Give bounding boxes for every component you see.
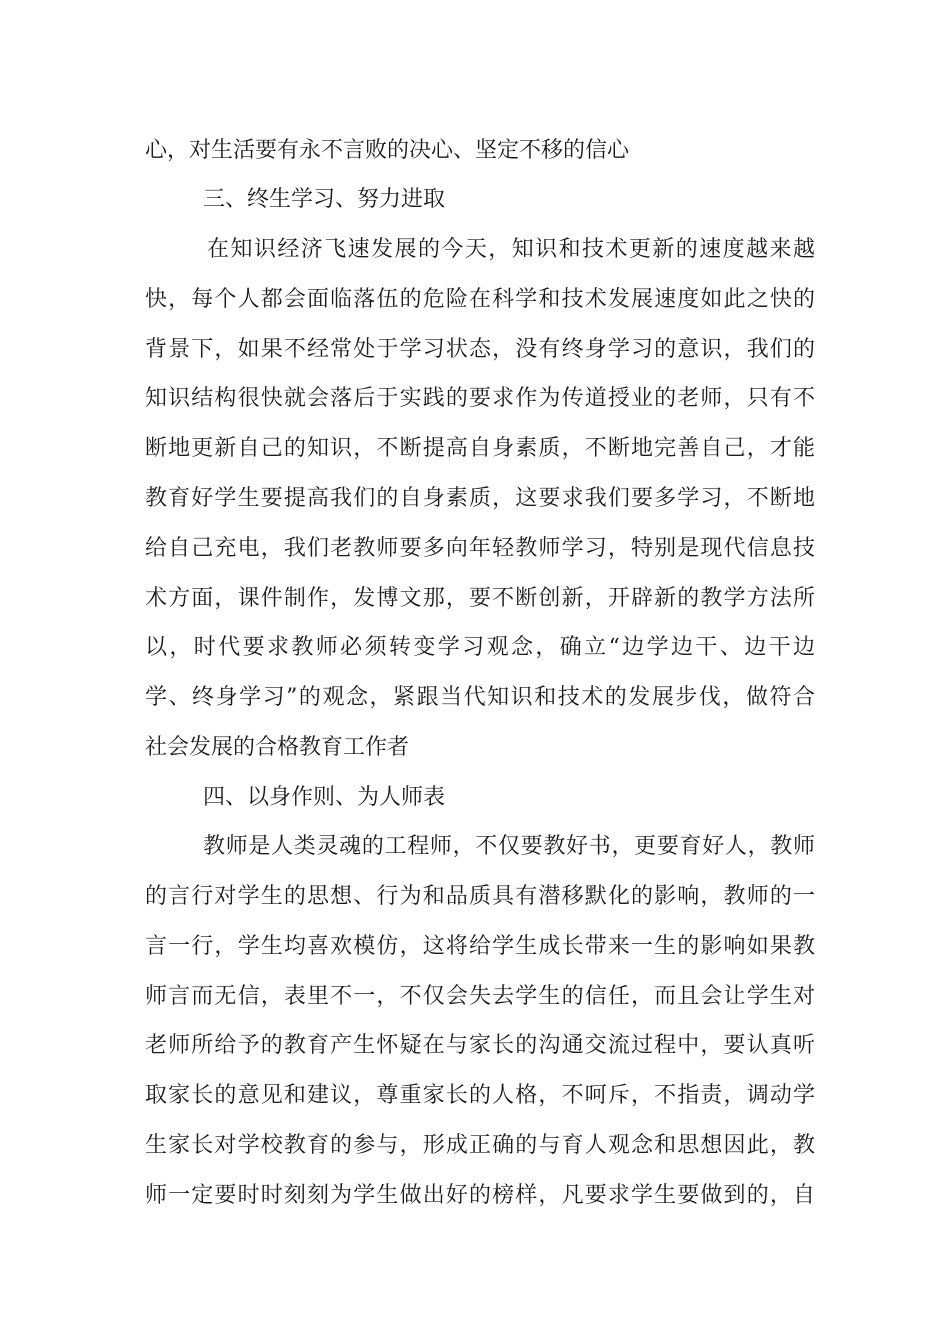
text-line: 学、终身学习”的观念，紧跟当代知识和技术的发展步伐，做符合 bbox=[145, 685, 815, 710]
text-line: 的言行对学生的思想、行为和品质具有潜移默化的影响，教师的一 bbox=[145, 884, 815, 909]
text-line: 以，时代要求教师必须转变学习观念，确立“边学边干、边干边 bbox=[145, 635, 815, 660]
text-line: 生家长对学校教育的参与，形成正确的与育人观念和思想因此，教 bbox=[145, 1133, 815, 1158]
section-heading-4: 四、以身作则、为人师表 bbox=[203, 785, 446, 810]
text-line: 老师所给予的教育产生怀疑在与家长的沟通交流过程中，要认真听 bbox=[145, 1033, 815, 1058]
text-line: 知识结构很快就会落后于实践的要求作为传道授业的老师，只有不 bbox=[145, 386, 815, 411]
text-line: 言一行，学生均喜欢模仿，这将给学生成长带来一生的影响如果教 bbox=[145, 934, 815, 959]
text-line: 在知识经济飞速发展的今天，知识和技术更新的速度越来越 bbox=[207, 237, 815, 262]
text-line: 心，对生活要有永不言败的决心、坚定不移的信心 bbox=[145, 138, 630, 163]
text-line: 背景下，如果不经常处于学习状态，没有终身学习的意识，我们的 bbox=[145, 337, 815, 362]
text-line: 给自己充电，我们老教师要多向年轻教师学习，特别是现代信息技 bbox=[145, 536, 815, 561]
text-line: 师言而无信，表里不一，不仅会失去学生的信任，而且会让学生对 bbox=[145, 984, 815, 1009]
text-line: 社会发展的合格教育工作者 bbox=[145, 735, 410, 760]
text-line: 快，每个人都会面临落伍的危险在科学和技术发展速度如此之快的 bbox=[145, 287, 815, 312]
text-line: 术方面，课件制作，发博文那，要不断创新，开辟新的教学方法所 bbox=[145, 586, 815, 611]
text-line: 教师是人类灵魂的工程师，不仅要教好书，更要育好人，教师 bbox=[203, 834, 815, 859]
text-line: 断地更新自己的知识，不断提高自身素质，不断地完善自己，才能 bbox=[145, 436, 815, 461]
text-line: 取家长的意见和建议，尊重家长的人格，不呵斥，不指责，调动学 bbox=[145, 1083, 815, 1108]
text-line: 师一定要时时刻刻为学生做出好的榜样，凡要求学生要做到的，自 bbox=[145, 1183, 815, 1208]
text-line: 教育好学生要提高我们的自身素质，这要求我们要多学习，不断地 bbox=[145, 486, 815, 511]
section-heading-3: 三、终生学习、努力进取 bbox=[203, 187, 446, 212]
